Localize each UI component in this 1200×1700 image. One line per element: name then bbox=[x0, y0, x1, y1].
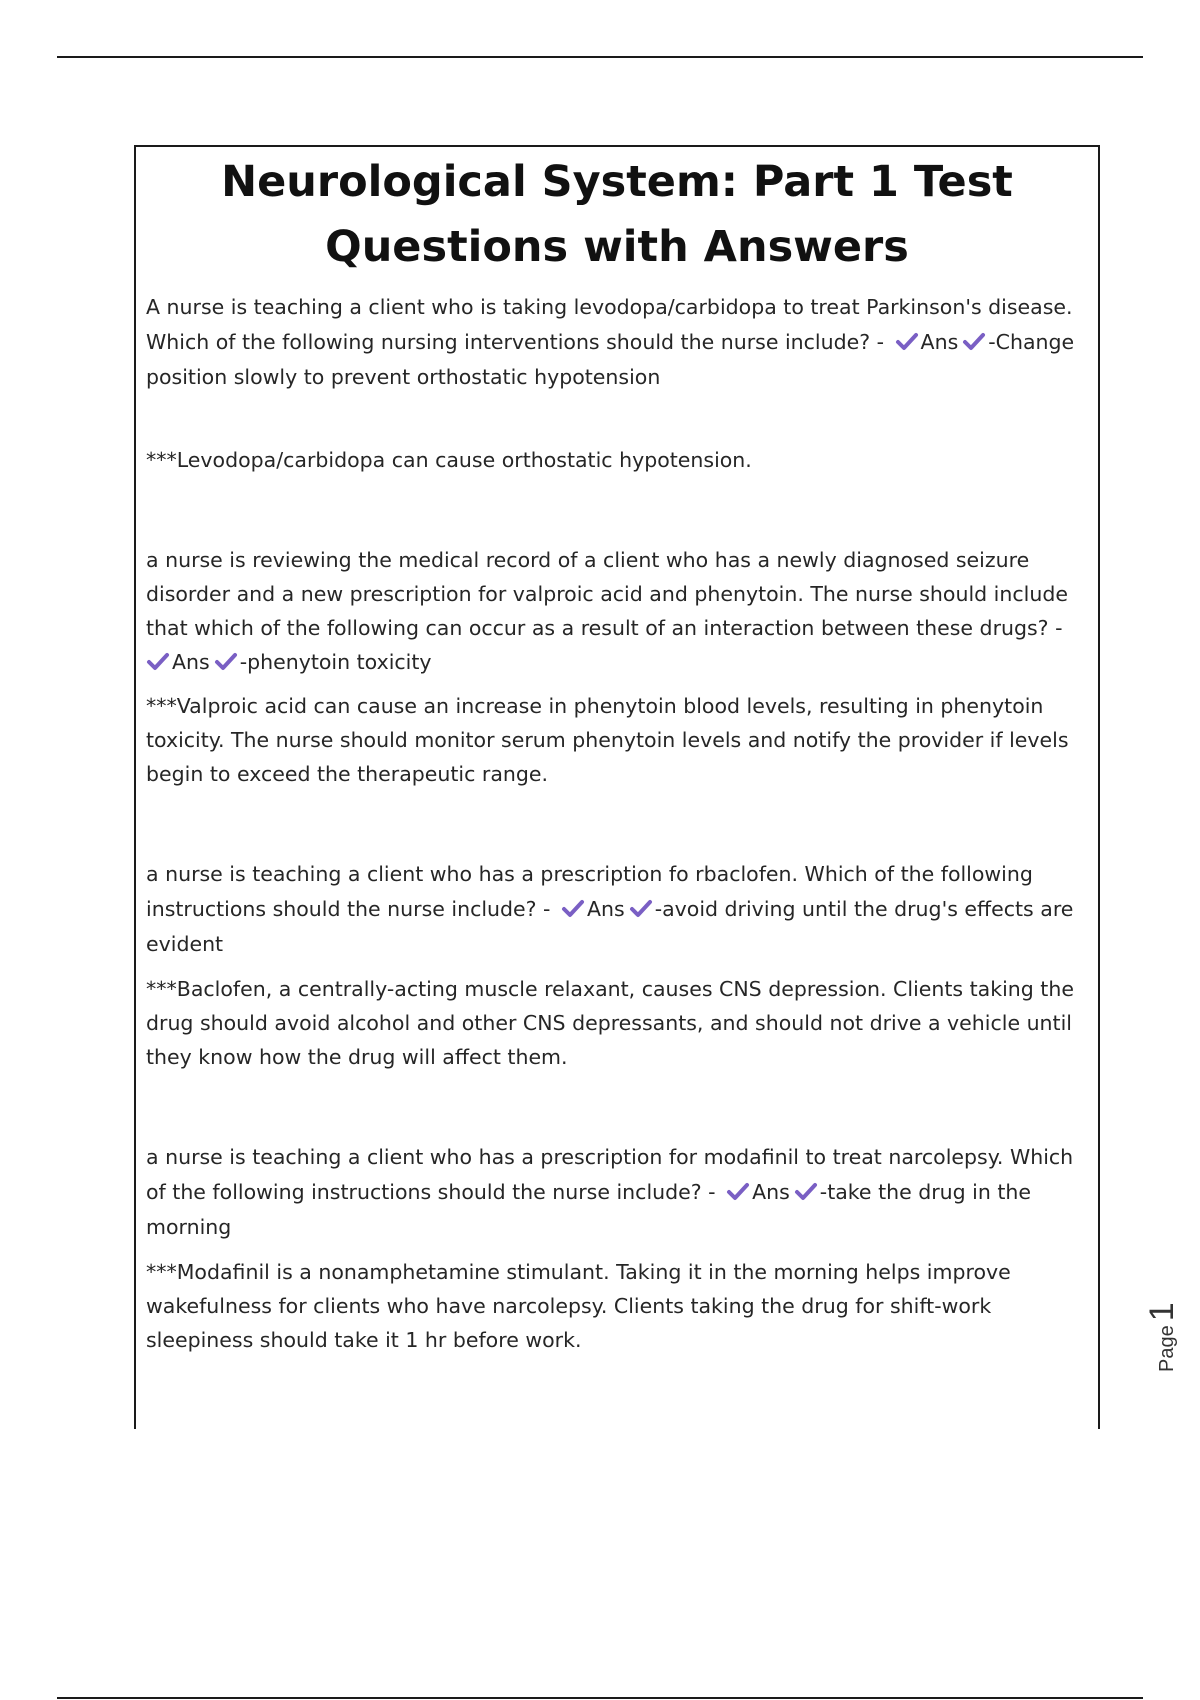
answer-text: -Change position slowly to prevent orthostatic hypotension bbox=[146, 330, 1075, 389]
explanation-2: ***Valproic acid can cause an increase in phenytoin blood levels, resulting in phenytoin toxicity. The nurse should monitor serum phenytoin levels and notify the provider if levels begin to exceed the therapeutic range. bbox=[146, 694, 1069, 786]
question-text: a nurse is teaching a client who has a prescription fo rbaclofen. Which of the following instructions should the nurse include? - bbox=[146, 862, 1033, 921]
explanation-4: ***Modafinil is a nonamphetamine stimulant. Taking it in the morning helps improve wakefulness for clients who have narcolepsy. Clients taking the drug for shift-work sleepiness should take it 1 hr before work. bbox=[146, 1260, 1011, 1352]
checkmark-icon bbox=[561, 896, 585, 920]
ans-label: Ans bbox=[752, 1180, 790, 1204]
answer-text: -phenytoin toxicity bbox=[239, 650, 432, 674]
checkmark-icon bbox=[962, 329, 986, 353]
checkmark-icon bbox=[214, 649, 238, 673]
question-1 bbox=[146, 290, 1092, 395]
page-label: Page bbox=[1156, 1325, 1178, 1372]
checkmark-icon bbox=[629, 896, 653, 920]
page-number bbox=[1143, 1302, 1182, 1372]
checkmark-icon bbox=[794, 1179, 818, 1203]
answer-text: -avoid driving until the drug's effects are evident bbox=[146, 897, 1074, 956]
title-line-1: Neurological System: Part 1 Test bbox=[221, 157, 1013, 207]
ans-label: Ans bbox=[172, 650, 210, 674]
question-text: a nurse is reviewing the medical record of a client who has a newly diagnosed seizure disorder and a new prescription for valproic acid and phenytoin. The nurse should include that which of the following can occur as a result of an interaction between these drugs? - bbox=[146, 548, 1068, 640]
checkmark-icon bbox=[146, 649, 170, 673]
answer-text: -take the drug in the morning bbox=[146, 1180, 1032, 1239]
footer-rule bbox=[57, 1697, 1143, 1699]
document-title bbox=[134, 150, 1100, 280]
ans-label: Ans bbox=[920, 330, 959, 354]
checkmark-icon bbox=[895, 329, 919, 353]
title-line-2: Questions with Answers bbox=[325, 222, 909, 272]
explanation-1: ***Levodopa/carbidopa can cause orthostatic hypotension. bbox=[146, 448, 752, 472]
qa-list bbox=[146, 290, 1092, 1357]
checkmark-icon bbox=[726, 1179, 750, 1203]
ans-label: Ans bbox=[586, 897, 625, 921]
question-3 bbox=[146, 857, 1092, 962]
question-4 bbox=[146, 1140, 1092, 1245]
page-number-value: 1 bbox=[1143, 1302, 1181, 1322]
question-text: a nurse is teaching a client who has a prescription for modafinil to treat narcolepsy. Which of the following instructions should the nurse include? - bbox=[146, 1145, 1074, 1204]
question-2 bbox=[146, 543, 1092, 679]
header-rule bbox=[57, 56, 1143, 58]
explanation-3: ***Baclofen, a centrally-acting muscle relaxant, causes CNS depression. Clients taking the drug should avoid alcohol and other CNS depressants, and should not drive a vehicle until they know how the drug will affect them. bbox=[146, 977, 1074, 1069]
question-text: A nurse is teaching a client who is taking levodopa/carbidopa to treat Parkinson's disease. Which of the following nursing interventions should the nurse include? - bbox=[146, 295, 1073, 354]
